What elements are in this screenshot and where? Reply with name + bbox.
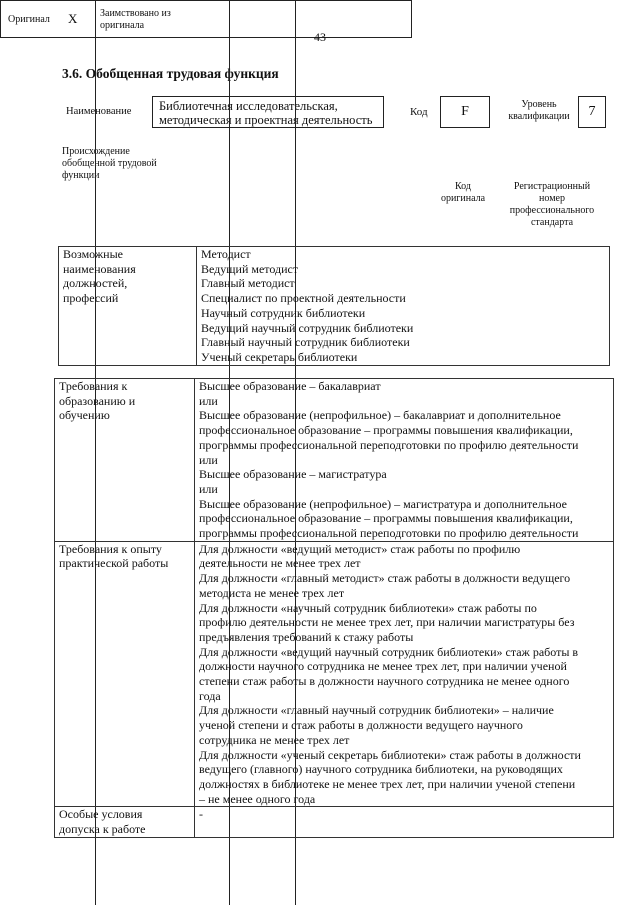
experience-line: должностях в библиотеке не менее трех лет, при наличии ученой степени [199,776,576,791]
positions-label-line-3: должностей, [63,276,128,291]
positions-row [59,247,610,366]
experience-line: Для должности «главный научный сотрудник библиотеки» – наличие [199,703,554,718]
education-label-line-1: Требования к [59,379,128,393]
reg-number-caption-line-2: номер [539,193,565,204]
position-item: Ведущий научный сотрудник библиотеки [201,320,414,335]
special-conditions-line: - [199,807,203,822]
name-label: Наименование [66,106,132,117]
level-label-line-2: квалификации [508,111,570,122]
education-line: профессиональное образование – программы повышения квалификации, [199,511,573,526]
reg-number-caption-line-3: профессионального [509,205,595,216]
origin-code-caption-line-1: Код [455,181,471,192]
experience-line: деятельности не менее трех лет [199,556,361,571]
positions-label-line-4: профессий [63,291,119,306]
experience-line: должности научного сотрудника не менее трех лет, при наличии ученой [199,659,567,674]
code-label: Код [410,106,428,118]
original-mark: X [68,11,78,26]
education-text-cell [195,379,614,542]
experience-line: ученой степени и стаж работы в должности ведущего научного [199,718,523,733]
education-line: или [199,481,218,496]
special-conditions-label-line-1: Особые условия [59,807,143,822]
experience-label-cell [55,541,195,807]
page-number: 43 [314,30,326,44]
education-line: или [199,452,218,467]
education-line: Высшее образование (непрофильное) – магистратура и дополнительное [199,496,567,511]
education-label-cell [55,379,195,542]
level-label-line-1: Уровень [521,99,557,110]
experience-line: года [199,688,221,703]
special-conditions-label-line-2: допуска к работе [59,822,146,837]
education-row [55,379,614,542]
position-item: Главный научный сотрудник библиотеки [201,335,410,350]
reg-number-caption [500,181,604,229]
function-name-line-1: Библиотечная исследовательская, [159,99,338,113]
position-item: Ученый секретарь библиотеки [201,349,358,364]
requirements-table [54,378,614,838]
special-conditions-text-cell [195,807,614,837]
level-box: 7 [578,96,606,128]
origin-label-line-3: функции [62,170,100,181]
origin-code-caption [434,181,492,205]
origin-label-line-2: обобщенной трудовой [62,158,157,169]
education-line: Высшее образование – магистратура [199,467,387,482]
experience-line: методиста не менее трех лет [199,585,345,600]
positions-list-cell [197,247,610,366]
positions-label-line-1: Возможные [63,247,123,261]
education-label-line-3: обучению [59,408,110,423]
borrowed-label [100,8,171,32]
code-box: F [440,96,490,128]
position-item: Ведущий методист [201,261,299,276]
positions-label-cell [59,247,197,366]
level-label [503,99,575,123]
position-item: Главный методист [201,276,295,291]
experience-line: Для должности «научный сотрудник библиотеки» стаж работы по [199,600,537,615]
function-name-line-2: методическая и проектная деятельность [159,113,373,127]
positions-label-line-2: наименования [63,261,136,276]
borrowed-label-line-2: оригинала [100,20,145,31]
experience-row [55,541,614,807]
positions-table [58,246,610,366]
education-line: Высшее образование – бакалавриат [199,379,381,393]
origin-code-caption-line-2: оригинала [440,193,486,204]
position-item: Научный сотрудник библиотеки [201,305,366,320]
education-line: или [199,393,218,408]
experience-line: предъявления требований к стажу работы [199,629,414,644]
experience-line: профилю деятельности не менее трех лет, при наличии магистратуры без [199,615,575,630]
position-item: Специалист по проектной деятельности [201,291,406,306]
experience-text-cell [195,541,614,807]
section-heading: 3.6. Обобщенная трудовая функция [62,66,279,81]
experience-label-line-1: Требования к опыту [59,541,162,556]
reg-number-caption-line-4: стандарта [530,217,574,228]
education-line: Высшее образование (непрофильное) – бакалавриат и дополнительное [199,408,561,423]
position-item: Методист [201,247,251,261]
experience-line: степени стаж работы в должности научного сотрудника не менее одного [199,674,570,689]
experience-line: ведущего (главного) научного сотрудника библиотеки, на руководящих [199,762,563,777]
experience-line: Для должности «ведущий научный сотрудник библиотеки» стаж работы в [199,644,579,659]
experience-line: Для должности «главный методист» стаж работы в должности ведущего [199,571,571,586]
origin-label-line-1: Происхождение [62,146,130,157]
special-conditions-label-cell [55,807,195,837]
borrowed-label-line-1: Заимствовано из [100,8,171,19]
experience-line: сотрудника не менее трех лет [199,732,350,747]
education-line: программы профессиональной переподготовки по профилю деятельности [199,437,579,452]
education-line: программы профессиональной переподготовки по профилю деятельности [199,526,579,541]
experience-line: Для должности «ведущий методист» стаж работы по профилю [199,541,521,556]
special-conditions-row [55,807,614,837]
experience-line: Для должности «ученый секретарь библиотеки» стаж работы в должности [199,747,581,762]
experience-label-line-2: практической работы [59,556,169,571]
education-label-line-2: образованию и [59,393,136,408]
experience-line: – не менее одного года [199,791,316,806]
reg-number-caption-line-1: Регистрационный [513,181,591,192]
original-label: Оригинал [8,14,50,25]
education-line: профессиональное образование – программы повышения квалификации, [199,423,573,438]
